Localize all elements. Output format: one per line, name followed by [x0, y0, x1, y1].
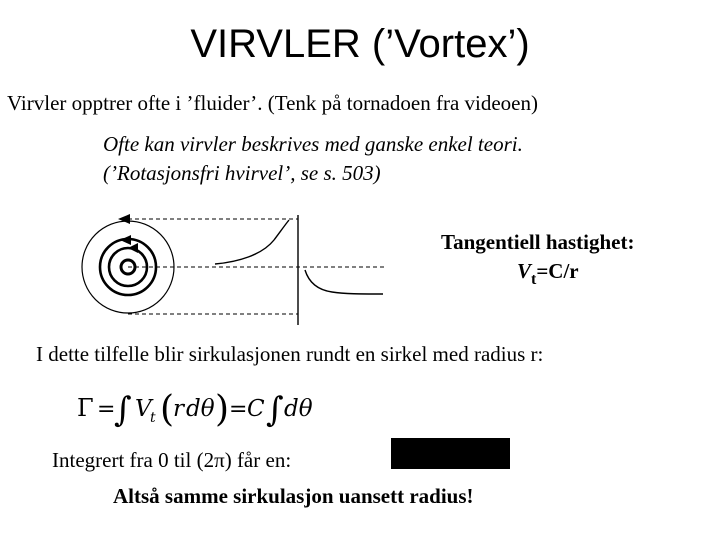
eq-equals-2: = [229, 397, 248, 422]
eq-sub-t: t [150, 410, 156, 426]
eq-gamma: Γ [77, 394, 94, 422]
tangential-label: Tangentiell hastighet: [441, 230, 635, 254]
redacted-result-box [391, 438, 510, 469]
slide-title: VIRVLER (’Vortex’) [190, 22, 530, 66]
eq-dtheta-2: dθ [284, 396, 313, 422]
formula-rest: =C/r [536, 259, 579, 283]
eq-v: V [135, 396, 152, 422]
integration-text: Integrert fra 0 til (2π) får en: [52, 448, 292, 472]
intro-text: Virvler opptrer ofte i ’fluider’. (Tenk på tornadoen fra videoen) [7, 91, 538, 115]
eq-paren-close: ) [215, 389, 230, 430]
eq-r: r [173, 396, 184, 422]
formula-v: V [517, 259, 532, 283]
conclusion-text: Altså samme sirkulasjon uansett radius! [113, 484, 474, 508]
eq-paren-open: ( [160, 389, 175, 430]
italic-note: Ofte kan virvler beskrives med ganske enkel teori. (’Rotasjonsfri hvirvel’, se s. 503) [103, 132, 523, 185]
eq-c: C [247, 396, 265, 422]
eq-integral-1: ∫ [114, 390, 132, 430]
formula-sub: t [531, 271, 537, 288]
circulation-text: I dette tilfelle blir sirkulasjonen rundt en sirkel med radius r: [36, 342, 544, 366]
eq-integral-2: ∫ [266, 390, 284, 430]
eq-equals-1: = [97, 397, 116, 422]
eq-dtheta-1: dθ [186, 396, 215, 422]
